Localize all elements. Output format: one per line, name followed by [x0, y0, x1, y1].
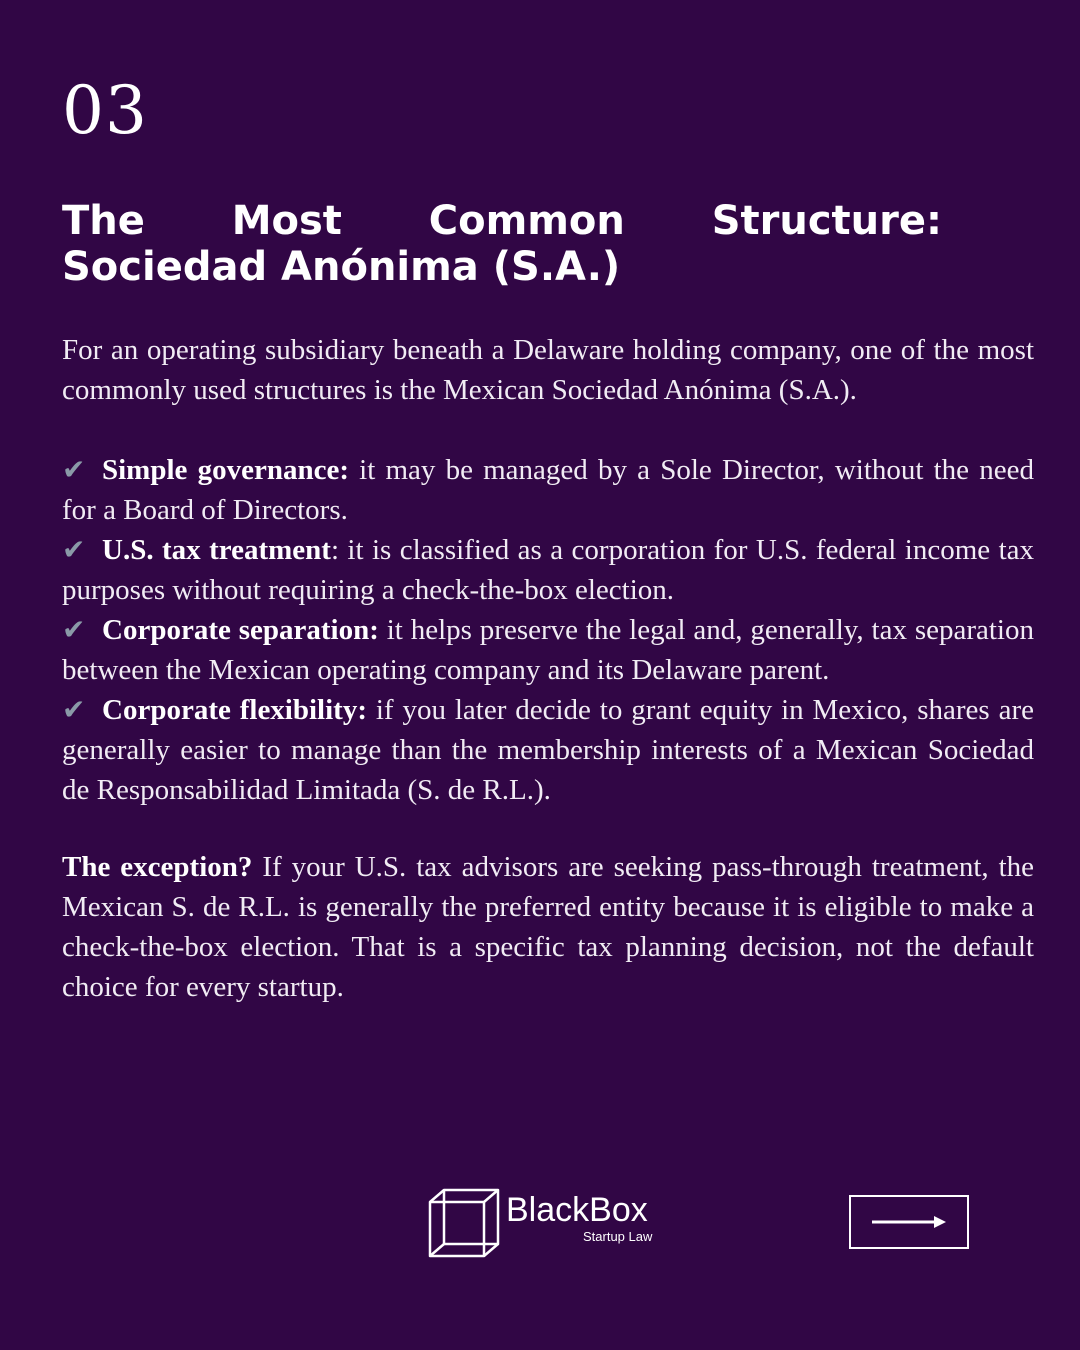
exception-text: If your U.S. tax advisors are seeking pass-through treatment, the Mexican S. de R.L. is generally the preferred entity because it is eligible to make a check-the-box election. That is a specific tax planning decision, not the default choice for every startup. [62, 851, 1035, 1003]
check-mark-icon: ✔ [62, 693, 86, 726]
cube-icon [428, 1188, 500, 1260]
logo-name: BlackBox [506, 1191, 648, 1229]
title-word: Structure: [711, 198, 942, 244]
bullet-label: Corporate separation: [102, 614, 379, 646]
list-item [62, 610, 1034, 690]
benefits-list [62, 450, 1034, 810]
next-slide-button[interactable] [849, 1195, 969, 1249]
list-item [62, 690, 1034, 810]
bullet-text: it may be managed by a Sole Director, without the need for a Board of Directors. [62, 454, 1034, 526]
bullet-text: : it is classified as a corporation for U.S. federal income tax purposes without requiring a check-the-box election. [62, 534, 1035, 606]
bullet-label: Corporate flexibility: [102, 694, 367, 726]
bullet-label: Simple governance: [102, 454, 349, 486]
intro-paragraph: For an operating subsidiary beneath a Delaware holding company, one of the most commonly used structures is the Mexican Sociedad Anónima (S.A.). [62, 334, 1034, 406]
exception-label: The exception? [62, 851, 253, 883]
page-title [62, 198, 942, 290]
check-mark-icon: ✔ [62, 533, 86, 566]
bullet-text: if you later decide to grant equity in Mexico, shares are generally easier to manage than the membership interests of a Mexican Sociedad de Responsabilidad Limitada (S. de R.L.). [62, 694, 1034, 806]
check-mark-icon: ✔ [62, 613, 86, 646]
check-mark-icon: ✔ [62, 453, 86, 486]
exception-paragraph [62, 847, 1034, 1007]
title-line-2: Sociedad Anónima (S.A.) [62, 244, 621, 290]
brand-logo [428, 1188, 688, 1260]
logo-tagline: Startup Law [583, 1229, 653, 1244]
slide-number: 03 [62, 72, 148, 149]
list-item [62, 450, 1034, 530]
bullet-text: it helps preserve the legal and, generally, tax separation between the Mexican operating company and its Delaware parent. [62, 614, 1034, 686]
list-item [62, 530, 1034, 610]
title-word: The [62, 198, 145, 244]
title-word: Common [428, 198, 625, 244]
arrow-right-icon [870, 1214, 948, 1230]
title-word: Most [231, 198, 342, 244]
title-line-1 [62, 198, 942, 244]
bullet-label: U.S. tax treatment [102, 534, 331, 566]
body-text [62, 330, 1034, 1007]
